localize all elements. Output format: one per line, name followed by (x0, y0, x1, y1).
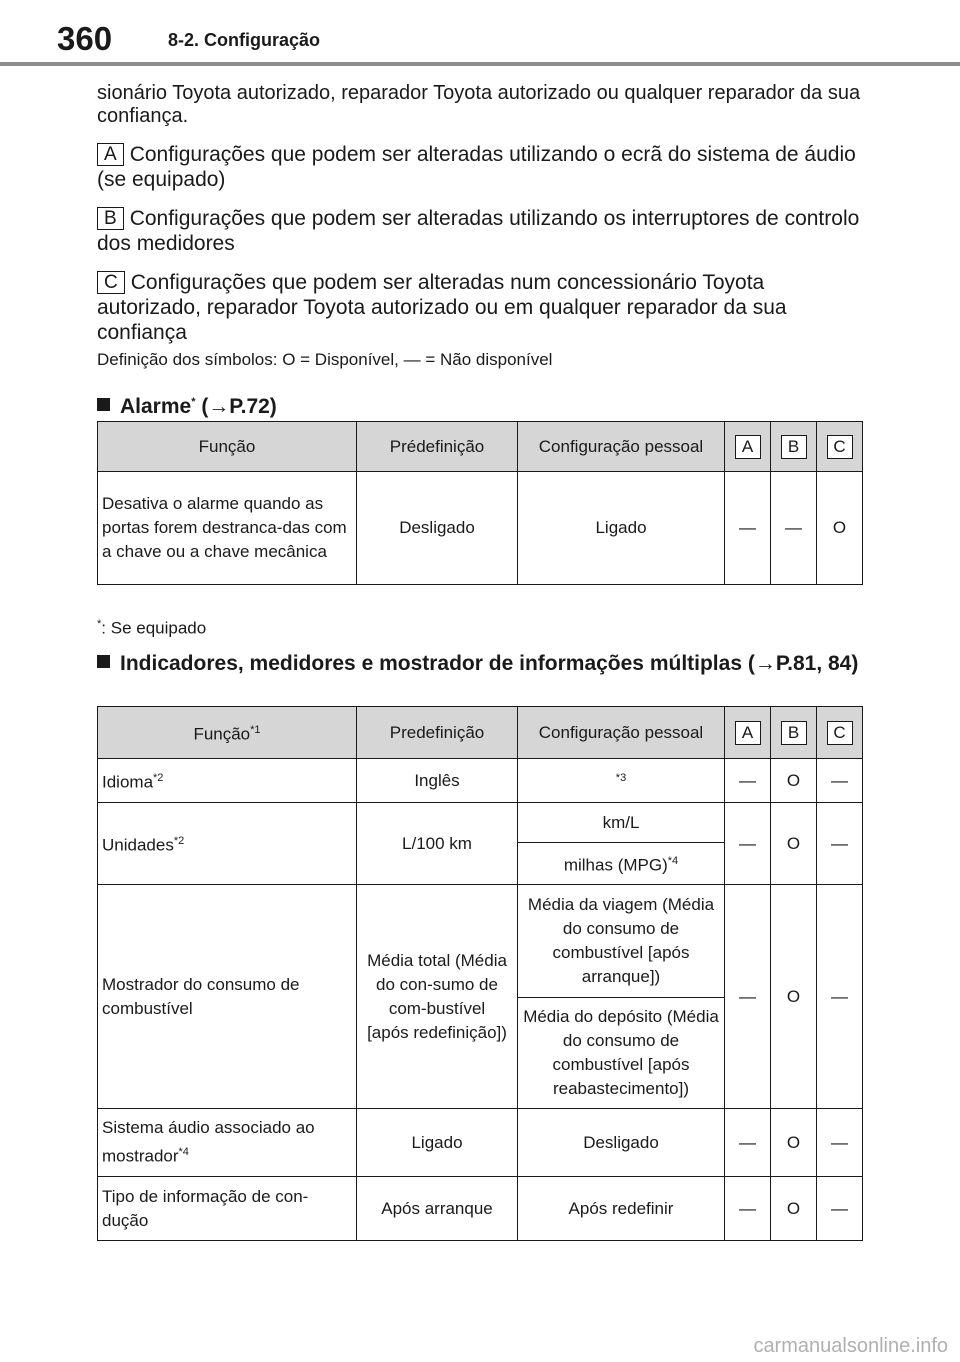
page-header (0, 0, 960, 70)
table-header-row (98, 707, 863, 759)
cell-a: — (725, 472, 771, 585)
cell-c: O (817, 472, 863, 585)
cell-personal: Média da viagem (Média do consumo de combustível [após arranque]) (518, 885, 725, 998)
cell-default: Ligado (357, 1109, 518, 1177)
watermark: carmanualsonline.info (753, 1335, 948, 1357)
col-function: Função$^{*1}$ (98, 707, 357, 759)
cell-default: Desligado (357, 472, 518, 585)
cell-personal: km/L (518, 803, 725, 843)
cell-function: Sistema áudio associado ao mostrador$^{*4}$ (98, 1109, 357, 1177)
symbol-definitions: Definição dos símbolos: O = Disponível, — = Não disponível (97, 350, 553, 369)
cell-personal: *3 (518, 759, 725, 803)
cell-default: Após arranque (357, 1177, 518, 1241)
cell-b: O (771, 803, 817, 885)
table-row (98, 759, 863, 803)
square-bullet-icon (97, 655, 110, 668)
cell-a: — (725, 759, 771, 803)
col-default: Predefinição (357, 707, 518, 759)
cell-c: — (817, 885, 863, 1109)
table-row (98, 1177, 863, 1241)
section-title: 8-2. Configuração (168, 30, 321, 50)
heading-text: Indicadores, medidores e mostrador de informações múltiplas (→P.81, 84) (120, 652, 859, 675)
footnote (97, 618, 206, 639)
col-default: Prédefinição (357, 422, 518, 472)
cell-b: O (771, 759, 817, 803)
alarm-table (97, 421, 863, 585)
cell-a: — (725, 885, 771, 1109)
col-function: Função (98, 422, 357, 472)
meters-table (97, 706, 863, 1241)
page-number: 360 (57, 20, 113, 57)
table-row (98, 472, 863, 585)
cell-function: Mostrador do consumo de combustível (98, 885, 357, 1109)
cell-function: Tipo de informação de con-dução (98, 1177, 357, 1241)
legend-tag-c: C (97, 271, 125, 294)
section-heading-alarm (97, 390, 867, 419)
legend-tag-a: A (97, 143, 124, 166)
table-row (98, 885, 863, 998)
legend-tag-b: B (97, 207, 124, 230)
heading-sup: * (191, 396, 196, 408)
heading-text: Alarme (120, 395, 192, 418)
footnote-mark: * (97, 618, 102, 630)
cell-personal: milhas (MPG)$^{*4}$ (518, 843, 725, 885)
cell-default: Inglês (357, 759, 518, 803)
cell-personal: Após redefinir (518, 1177, 725, 1241)
legend-c (97, 270, 867, 345)
col-a: A (725, 707, 771, 759)
cell-a: — (725, 803, 771, 885)
cell-personal: Média do depósito (Média do consumo de combustível [após reabastecimento]) (518, 998, 725, 1109)
cell-b: — (771, 472, 817, 585)
cell-c: — (817, 1177, 863, 1241)
heading-ref: (→P.72) (195, 395, 277, 418)
cell-c: — (817, 1109, 863, 1177)
cell-personal: Desligado (518, 1109, 725, 1177)
col-b: B (771, 707, 817, 759)
col-a: A (725, 422, 771, 472)
cell-function: Idioma$^{*2}$ (98, 759, 357, 803)
cell-default: Média total (Média do con-sumo de com-bustível [após redefinição]) (357, 885, 518, 1109)
legend-text-b: Configurações que podem ser alteradas utilizando os interruptores de controlo dos medidores (97, 207, 860, 255)
legend-b (97, 206, 867, 256)
square-bullet-icon (97, 398, 110, 411)
intro-paragraph: sionário Toyota autorizado, reparador Toyota autorizado ou qualquer reparador da sua confiança. (97, 82, 861, 127)
legend-a (97, 142, 867, 192)
section-heading-meters (97, 652, 890, 676)
cell-function: Unidades$^{*2}$ (98, 803, 357, 885)
col-c: C (817, 422, 863, 472)
cell-personal: Ligado (518, 472, 725, 585)
footnote-text: : Se equipado (101, 618, 207, 638)
col-personal: Configuração pessoal (518, 707, 725, 759)
table-row (98, 1109, 863, 1177)
cell-a: — (725, 1177, 771, 1241)
legend-text-a: Configurações que podem ser alteradas utilizando o ecrã do sistema de áudio (se equipado) (97, 143, 856, 191)
table-header-row (98, 422, 863, 472)
cell-function: Desativa o alarme quando as portas forem destranca-das com a chave ou a chave mecânica (98, 472, 357, 585)
legend-text-c: Configurações que podem ser alteradas num concessionário Toyota autorizado, reparador Toyota autorizado ou em qualquer reparador da sua confiança (97, 271, 787, 344)
table-row (98, 803, 863, 843)
cell-default: L/100 km (357, 803, 518, 885)
col-b: B (771, 422, 817, 472)
col-personal: Configuração pessoal (518, 422, 725, 472)
cell-c: — (817, 759, 863, 803)
cell-b: O (771, 1109, 817, 1177)
cell-b: O (771, 885, 817, 1109)
header-rule (0, 62, 960, 66)
cell-a: — (725, 1109, 771, 1177)
cell-b: O (771, 1177, 817, 1241)
col-c: C (817, 707, 863, 759)
cell-c: — (817, 803, 863, 885)
